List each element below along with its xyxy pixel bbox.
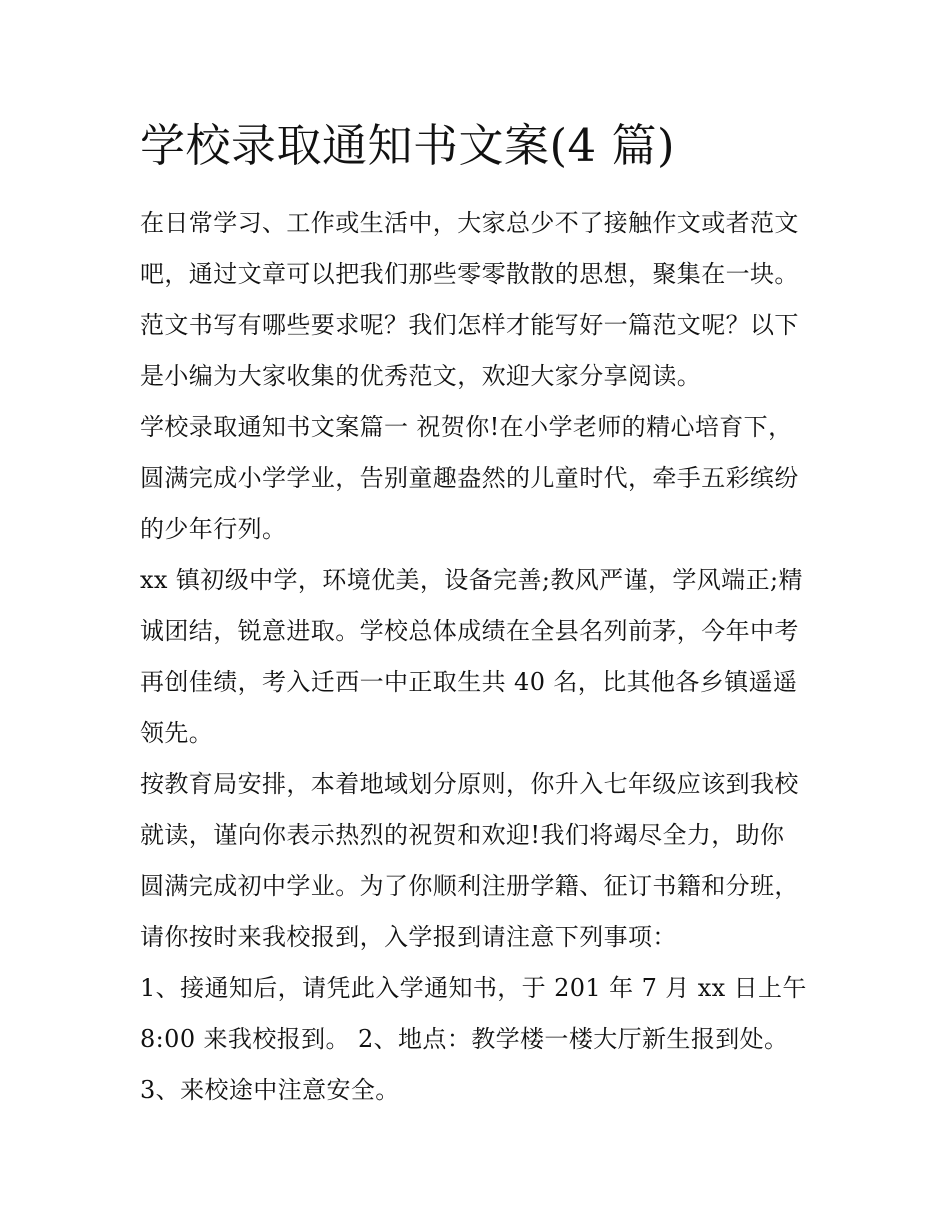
text-line: 是小编为大家收集的优秀范文，欢迎大家分享阅读。 — [140, 362, 702, 390]
text-line: 按教育局安排，本着地域划分原则，你升入七年级应该到我校 — [140, 770, 799, 798]
document-body — [140, 198, 830, 1116]
text-line: 8:00 来我校报到。 2、地点：教学楼一楼大厅新生报到处。 — [140, 1025, 789, 1053]
text-line: 学校录取通知书文案篇一 祝贺你!在小学老师的精心培育下， — [140, 413, 793, 441]
text-line: 范文书写有哪些要求呢？我们怎样才能写好一篇范文呢？以下 — [140, 311, 799, 339]
text-line: 诚团结，锐意进取。学校总体成绩在全县名列前茅，今年中考 — [140, 617, 799, 645]
text-line: 再创佳绩，考入迁西一中正取生共 40 名，比其他各乡镇遥遥 — [140, 668, 798, 696]
text-line: 3、来校途中注意安全。 — [140, 1076, 400, 1104]
text-line: 就读，谨向你表示热烈的祝贺和欢迎!我们将竭尽全力，助你 — [140, 821, 785, 849]
text-line: 圆满完成初中学业。为了你顺利注册学籍、征订书籍和分班， — [140, 872, 799, 900]
text-line: 吧，通过文章可以把我们那些零零散散的思想，聚集在一块。 — [140, 260, 799, 288]
document-title: 学校录取通知书文案(4 篇) — [140, 119, 676, 172]
text-line: 1、接通知后，请凭此入学通知书，于 201 年 7 月 xx 日上午 — [140, 974, 807, 1002]
text-line: 圆满完成小学学业，告别童趣盎然的儿童时代，牵手五彩缤纷 — [140, 464, 799, 492]
text-line: 领先。 — [140, 719, 214, 747]
text-line: 请你按时来我校报到，入学报到请注意下列事项： — [140, 923, 677, 951]
text-line: 在日常学习、工作或生活中，大家总少不了接触作文或者范文 — [140, 209, 799, 237]
text-line: xx 镇初级中学，环境优美，设备完善;教风严谨，学风端正;精 — [140, 566, 803, 594]
text-line: 的少年行列。 — [140, 515, 287, 543]
